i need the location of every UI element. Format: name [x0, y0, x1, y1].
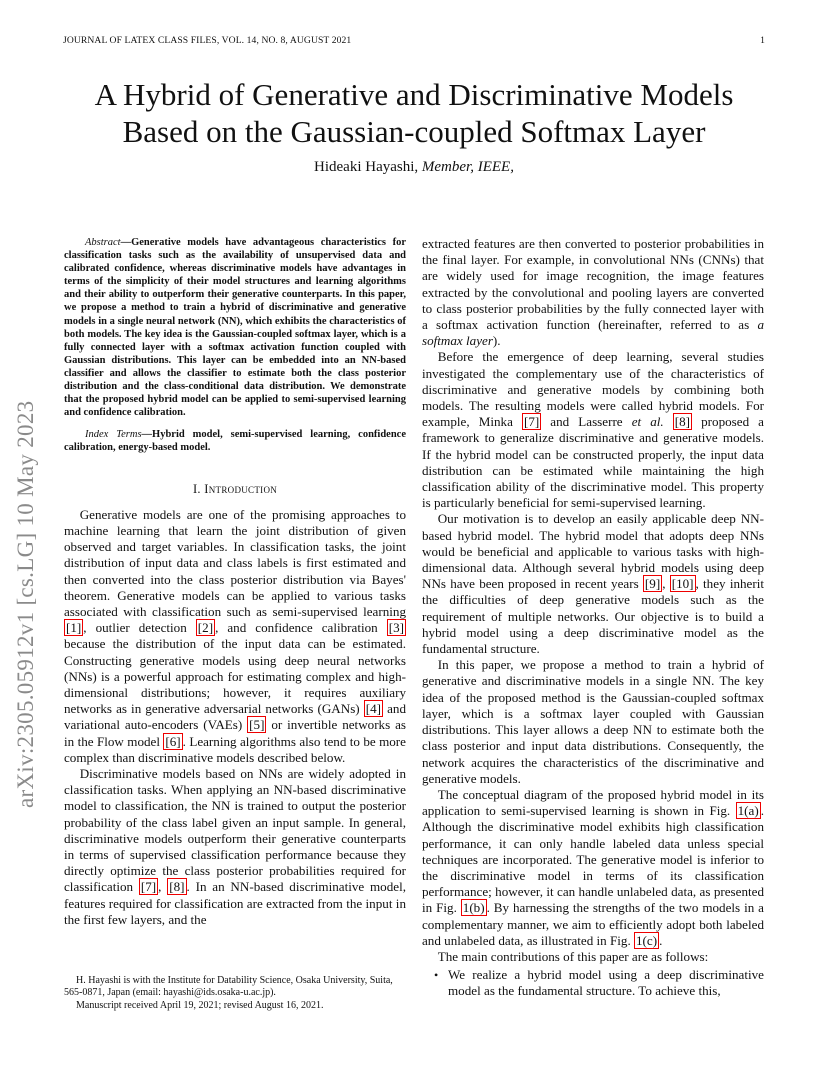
text-run: because the distribution of the input data can be estimated. Constructing generative models using deep neural networks (NNs) is a powerful approach for estimating complex and high-dimensional distributions; however, it requires auxiliary networks as in generative adversarial networks (GANs): [64, 636, 406, 717]
citation-link[interactable]: [8]: [169, 879, 185, 895]
paper-title: [40, 76, 788, 150]
list-item: [422, 967, 764, 999]
paragraph: [64, 766, 406, 928]
citation-link[interactable]: [6]: [165, 733, 181, 749]
section-title: Introduction: [204, 481, 278, 496]
section-heading-introduction: [64, 481, 406, 497]
paragraph: [422, 236, 764, 349]
index-terms: [64, 428, 406, 454]
text-run: .: [659, 932, 663, 948]
right-column: [422, 236, 764, 1000]
citation-link[interactable]: [7]: [523, 414, 540, 430]
paragraph: The main contributions of this paper are as follows:: [437, 948, 709, 964]
figure-link[interactable]: 1(a): [737, 803, 759, 819]
title-line-1: A Hybrid of Generative and Discriminative Models: [94, 77, 734, 112]
paragraph: In this paper, we propose a method to train a hybrid of generative and discriminative models in a single NN. The key idea of the proposed method is the Gaussian-coupled softmax layer, which is a softmax layer coupled with Gaussian distributions. This layer allows a deep NN to estimate both the class posterior and input data distributions. Consequently, the network acquires the characteristics of the discriminative and generative models.: [422, 657, 764, 786]
text-run: , outlier detection: [83, 620, 196, 636]
text-run: . In an NN-based discriminative model, features required for classification are extracted from the input in the first few layers, and the: [64, 879, 407, 927]
text-run: Before the emergence of deep learning, several studies investigated the complementary use of the characteristics of discriminative and generative models by combining both models. The resulting models were called hybrid models. For example, Minka: [422, 349, 764, 430]
figure-link[interactable]: 1(c): [636, 932, 658, 948]
text-run: ,: [158, 879, 168, 895]
text-run: Generative models are one of the promising approaches to machine learning that learn the joint distribution of given observed and target variables. In classification tasks, the joint distribution of input data and class labels is first estimated and then converted into the class posterior distribution via Bayes' theorem. Generative models can be applied to various tasks associated with classification such as semi-supervised learning: [64, 506, 406, 619]
citation-link[interactable]: [3]: [388, 620, 405, 636]
text-run-emphasis: a softmax layer: [422, 317, 764, 349]
citation-link[interactable]: [4]: [365, 701, 382, 717]
text-run: ,: [662, 576, 670, 592]
abstract-lead: Abstract: [85, 237, 121, 248]
text-run: . Learning algorithms also tend to be more complex than discriminative models described below.: [64, 733, 406, 765]
title-line-2: Based on the Gaussian-coupled Softmax Layer: [122, 114, 706, 149]
contributions-list: [422, 967, 764, 999]
figure-link[interactable]: 1(b): [462, 900, 485, 916]
abstract: [64, 236, 406, 419]
bullet-icon: •: [434, 968, 439, 983]
arxiv-stamp: arXiv:2305.05912v1 [cs.LG] 10 May 2023: [13, 400, 38, 808]
paragraph: [64, 507, 406, 766]
text-run: ).: [492, 333, 501, 349]
text-run: The conceptual diagram of the proposed hybrid model in its application to semi-supervised learning is shown in Fig.: [422, 786, 764, 819]
index-terms-lead: Index Terms: [85, 429, 142, 441]
author-membership: Member, IEEE,: [421, 159, 514, 175]
text-run: . Although the discriminative model exhibits high classification performance, it can only handle labeled data unless special techniques are incorporated. The generative model is inferior to the discriminative model in terms of its classification performance; however, it can handle unlabeled data, as presented in Fig.: [422, 803, 764, 916]
paragraph: [422, 787, 764, 949]
text-run: proposed a framework to generalize discriminative and generative models. If the hybrid model can be constructed properly, the input data distribution can be estimated while maintaining the high classification ability of the discriminative model. This property is particularly beneficial for semi-supervised learning.: [422, 414, 764, 511]
index-terms-text: —Hybrid model, semi-supervised learning, confidence calibration, energy-based model.: [64, 429, 407, 454]
page-number: 1: [760, 35, 765, 46]
citation-link[interactable]: [8]: [674, 414, 691, 430]
text-run: We realize a hybrid model using a deep discriminative model as the fundamental structure. To achieve this,: [448, 967, 764, 999]
text-run: , they inherit the difficulties of deep generative models such as the requirement of multiple networks. Our objective is to build a hybrid model using a deep discriminative model as the fundamental structure.: [422, 576, 765, 657]
section-numeral: I.: [192, 481, 205, 496]
text-run: , and confidence calibration: [215, 620, 387, 636]
running-head-text: JOURNAL OF LATEX CLASS FILES, VOL. 14, NO. 8, AUGUST 2021: [63, 35, 352, 46]
author-name: Hideaki Hayashi,: [314, 159, 419, 175]
text-run: and variational auto-encoders (VAEs): [64, 701, 406, 733]
citation-link[interactable]: [5]: [249, 717, 265, 733]
text-run: [664, 414, 673, 429]
text-run-emphasis: et al.: [631, 414, 664, 430]
citation-link[interactable]: [10]: [671, 576, 694, 592]
left-column: [64, 236, 406, 928]
citation-link[interactable]: [1]: [66, 620, 82, 636]
citation-link[interactable]: [7]: [140, 879, 157, 895]
text-run: . By harnessing the strengths of the two models in a complementary manner, we aim to efficiently adopt both labeled and unlabeled data, as illustrated in Fig.: [422, 900, 764, 948]
running-header: [63, 35, 765, 46]
author-line: [0, 159, 828, 176]
text-run: or invertible networks as in the Flow model: [64, 717, 407, 749]
footnotes: [64, 975, 409, 1012]
footnote-affiliation: H. Hayashi is with the Institute for Datability Science, Osaka University, Suita, 565-0871, Japan (email: hayashi@ids.osaka-u.ac.jp).: [64, 975, 393, 999]
footnote-manuscript: Manuscript received April 19, 2021; revised August 16, 2021.: [76, 999, 324, 1011]
abstract-text: —Generative models have advantageous characteristics for classification tasks such as the availability of unsupervised data and calibrated confidence, whereas discriminative models have advantages in terms of the simplicity of their model structures and learning algorithms and their ability to outperform their generative counterparts. In this paper, we propose a method to train a hybrid of discriminative and generative models in a single neural network (NN), which exhibits the characteristics of both models. The key idea is the Gaussian-coupled softmax layer, which is a fully connected layer with a softmax activation function coupled with Gaussian distributions. This layer can be embedded into an NN-based classifier and allows the classifier to estimate both the class posterior distribution and the class-conditional data distribution. We demonstrate that the proposed hybrid model can be applied to semi-supervised learning and confidence calibration.: [64, 237, 406, 419]
text-run: and Lasserre: [541, 414, 632, 430]
citation-link[interactable]: [2]: [197, 620, 214, 636]
paragraph: [422, 349, 764, 511]
text-run: extracted features are then converted to posterior probabilities in the final layer. For example, in convolutional NNs (CNNs) that are widely used for image recognition, the image features extracted by the convolutional and pooling layers are converted to class posterior probabilities by the fully connected layer with a softmax activation function (hereinafter, referred to as: [422, 236, 764, 333]
text-run: Our motivation is to develop an easily applicable deep NN-based hybrid model. The hybrid model that adopts deep NNs would be beneficial and applicable to various tasks with high-dimensional data. Although several hybrid models using deep NNs have been proposed in recent years: [422, 511, 764, 592]
paragraph: [422, 511, 764, 657]
text-run: Discriminative models based on NNs are widely adopted in classification tasks. When applying an NN-based discriminative model to classification, the NN is trained to output the posterior probability of the class label given an input sample. In general, discriminative models outperform their generative counterparts in terms of supervised classification performance because they directly optimize the class posterior probabilities required for classification: [64, 765, 406, 895]
citation-link[interactable]: [9]: [644, 576, 661, 592]
